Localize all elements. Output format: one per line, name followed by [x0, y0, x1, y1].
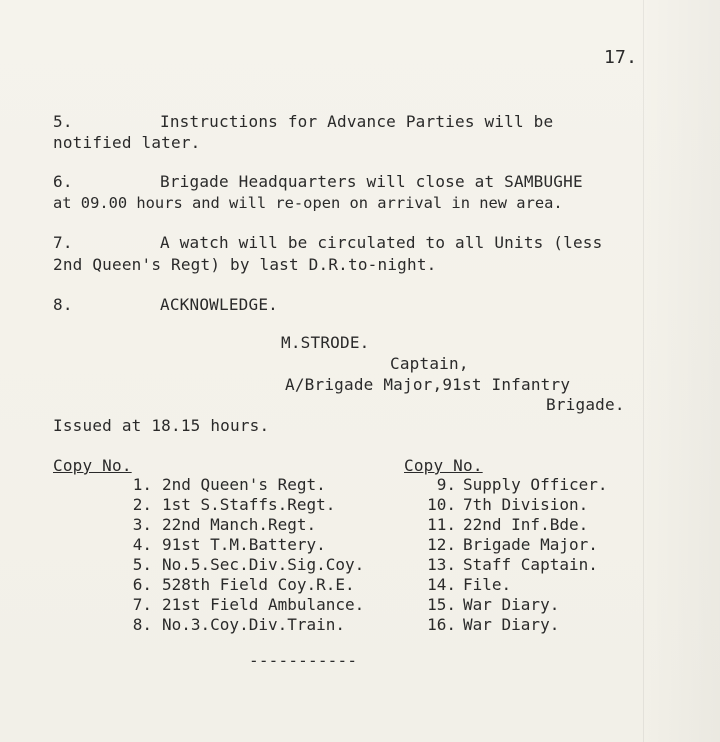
- copy-number-8: 8.: [132, 615, 152, 634]
- copy-recipient-8: No.3.Coy.Div.Train.: [162, 615, 346, 634]
- paragraph-5-line-1: Instructions for Advance Parties will be: [160, 112, 554, 131]
- copy-number-11: 11.: [427, 515, 456, 534]
- copy-number-4: 4.: [132, 535, 152, 554]
- copy-number-13: 13.: [427, 555, 456, 574]
- copy-recipient-12: Brigade Major.: [463, 535, 598, 554]
- copy-number-1: 1.: [132, 475, 152, 494]
- copy-number-6: 6.: [132, 575, 152, 594]
- copy-recipient-7: 21st Field Ambulance.: [162, 595, 365, 614]
- page-fold-line: [643, 0, 644, 742]
- copy-recipient-11: 22nd Inf.Bde.: [463, 515, 589, 534]
- paragraph-5-line-2: notified later.: [53, 133, 201, 152]
- copy-header-left: Copy No.: [53, 456, 132, 475]
- copy-number-16: 16.: [427, 615, 456, 634]
- copy-number-5: 5.: [132, 555, 152, 574]
- copy-number-14: 14.: [427, 575, 456, 594]
- page-number: 17.: [604, 47, 638, 68]
- copy-recipient-4: 91st T.M.Battery.: [162, 535, 326, 554]
- copy-number-2: 2.: [132, 495, 152, 514]
- signature-rank: Captain,: [390, 354, 469, 373]
- copy-recipient-16: War Diary.: [463, 615, 560, 634]
- paragraph-6-line-1: Brigade Headquarters will close at SAMBUGHE: [160, 172, 583, 191]
- copy-header-right: Copy No.: [404, 456, 483, 475]
- copy-recipient-3: 22nd Manch.Regt.: [162, 515, 317, 534]
- copy-recipient-10: 7th Division.: [463, 495, 589, 514]
- copy-recipient-2: 1st S.Staffs.Regt.: [162, 495, 336, 514]
- copy-number-15: 15.: [427, 595, 456, 614]
- paragraph-5-number: 5.: [53, 112, 73, 131]
- signature-name: M.STRODE.: [281, 333, 370, 352]
- copy-recipient-15: War Diary.: [463, 595, 560, 614]
- copy-number-12: 12.: [427, 535, 456, 554]
- paragraph-7-line-1: A watch will be circulated to all Units (less: [160, 233, 603, 252]
- page-edge-shadow: [642, 0, 720, 742]
- paragraph-8-number: 8.: [53, 295, 73, 314]
- paragraph-7-number: 7.: [53, 233, 73, 252]
- signature-role-line-2: Brigade.: [546, 395, 625, 414]
- copy-number-7: 7.: [132, 595, 152, 614]
- closing-divider: -----------: [249, 651, 358, 670]
- copy-recipient-1: 2nd Queen's Regt.: [162, 475, 326, 494]
- copy-recipient-5: No.5.Sec.Div.Sig.Coy.: [162, 555, 365, 574]
- copy-number-3: 3.: [132, 515, 152, 534]
- signature-role-line-1: A/Brigade Major,91st Infantry: [285, 375, 571, 394]
- paragraph-7-line-2: 2nd Queen's Regt) by last D.R.to-night.: [53, 255, 437, 274]
- copy-number-9: 9.: [436, 475, 456, 494]
- copy-number-10: 10.: [427, 495, 456, 514]
- issued-time: Issued at 18.15 hours.: [53, 416, 270, 435]
- copy-recipient-13: Staff Captain.: [463, 555, 598, 574]
- copy-recipient-6: 528th Field Coy.R.E.: [162, 575, 355, 594]
- copy-recipient-9: Supply Officer.: [463, 475, 608, 494]
- paragraph-6-number: 6.: [53, 172, 73, 191]
- paragraph-8-line-1: ACKNOWLEDGE.: [160, 295, 278, 314]
- copy-recipient-14: File.: [463, 575, 512, 594]
- paragraph-6-line-2: at 09.00 hours and will re-open on arrival in new area.: [53, 194, 563, 212]
